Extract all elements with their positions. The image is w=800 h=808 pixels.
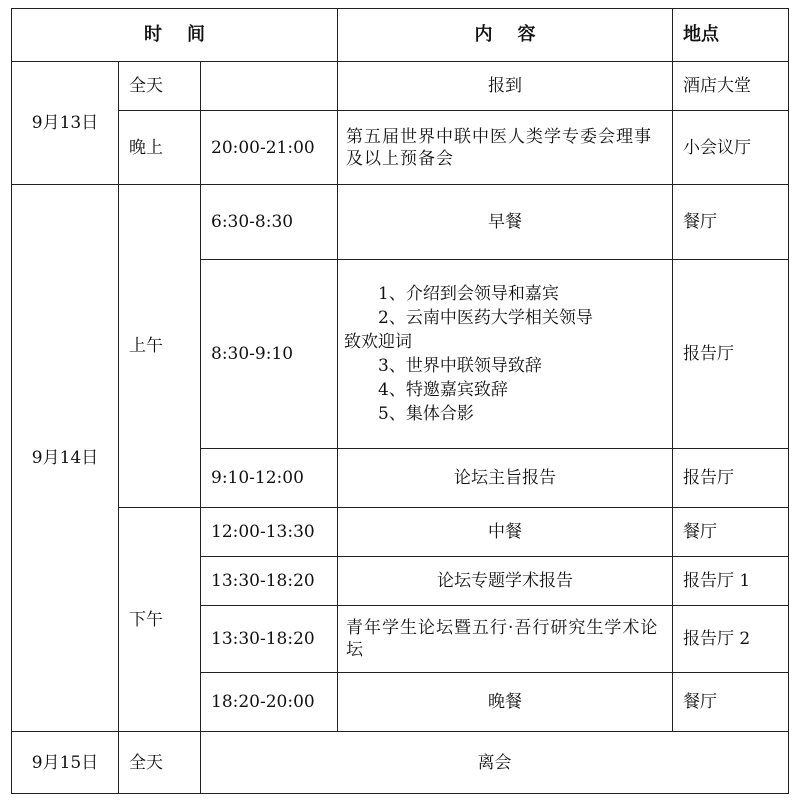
location-cell: 小会议厅 bbox=[673, 111, 789, 185]
location-cell: 报告厅 bbox=[673, 260, 789, 449]
date-sep15: 9月15日 bbox=[12, 732, 119, 794]
location-cell: 餐厅 bbox=[673, 185, 789, 260]
list-item: 2、云南中医药大学相关领导 bbox=[344, 308, 593, 328]
time-cell bbox=[201, 62, 338, 111]
period-cell: 上午 bbox=[119, 185, 201, 508]
location-cell: 餐厅 bbox=[673, 673, 789, 732]
content-cell: 早餐 bbox=[338, 185, 673, 260]
content-cell bbox=[338, 260, 673, 449]
time-cell: 8:30-9:10 bbox=[201, 260, 338, 449]
content-cell: 第五届世界中联中医人类学专委会理事及以上预备会 bbox=[338, 111, 673, 185]
list-item: 3、世界中联领导致辞 bbox=[344, 356, 542, 376]
schedule-table bbox=[11, 8, 789, 794]
date-sep14: 9月14日 bbox=[12, 185, 119, 732]
location-cell: 报告厅 1 bbox=[673, 557, 789, 606]
time-cell: 6:30-8:30 bbox=[201, 185, 338, 260]
list-item: 1、介绍到会领导和嘉宾 bbox=[344, 284, 559, 304]
location-cell: 酒店大堂 bbox=[673, 62, 789, 111]
time-cell: 20:00-21:00 bbox=[201, 111, 338, 185]
header-location: 地点 bbox=[673, 9, 789, 62]
list-item: 致欢迎词 bbox=[344, 332, 412, 352]
content-cell: 论坛专题学术报告 bbox=[338, 557, 673, 606]
content-cell: 离会 bbox=[201, 732, 789, 794]
period-cell: 下午 bbox=[119, 508, 201, 732]
table-row bbox=[12, 185, 789, 260]
list-item: 4、特邀嘉宾致辞 bbox=[344, 380, 508, 400]
content-cell: 论坛主旨报告 bbox=[338, 449, 673, 508]
time-cell: 9:10-12:00 bbox=[201, 449, 338, 508]
table-row bbox=[12, 732, 789, 794]
time-cell: 18:20-20:00 bbox=[201, 673, 338, 732]
time-cell: 13:30-18:20 bbox=[201, 606, 338, 673]
time-cell: 12:00-13:30 bbox=[201, 508, 338, 557]
location-cell: 报告厅 bbox=[673, 449, 789, 508]
period-cell: 晚上 bbox=[119, 111, 201, 185]
content-cell: 报到 bbox=[338, 62, 673, 111]
period-cell: 全天 bbox=[119, 732, 201, 794]
location-cell: 报告厅 2 bbox=[673, 606, 789, 673]
content-cell: 晚餐 bbox=[338, 673, 673, 732]
header-content: 内 容 bbox=[338, 9, 673, 62]
list-item: 5、集体合影 bbox=[344, 404, 474, 424]
location-cell: 餐厅 bbox=[673, 508, 789, 557]
table-row bbox=[12, 508, 789, 557]
table-row bbox=[12, 62, 789, 111]
header-time: 时 间 bbox=[12, 9, 338, 62]
table-row bbox=[12, 111, 789, 185]
content-cell: 中餐 bbox=[338, 508, 673, 557]
time-cell: 13:30-18:20 bbox=[201, 557, 338, 606]
date-sep13: 9月13日 bbox=[12, 62, 119, 185]
period-cell: 全天 bbox=[119, 62, 201, 111]
content-cell: 青年学生论坛暨五行·吾行研究生学术论坛 bbox=[338, 606, 673, 673]
header-row bbox=[12, 9, 789, 62]
